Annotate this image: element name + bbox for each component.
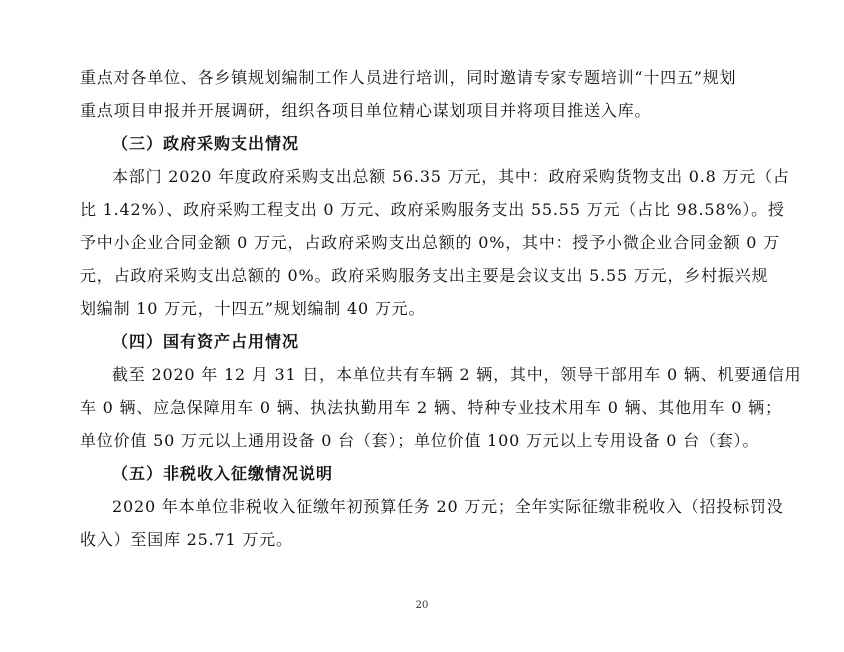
procurement-line-4: 元，占政府采购支出总额的 0%。政府采购服务支出主要是会议支出 5.55 万元，乡村振兴规	[80, 266, 769, 285]
procurement-line-3: 予中小企业合同金额 0 万元，占政府采购支出总额的 0%，其中：授予小微企业合同金额 0 万	[80, 233, 780, 252]
nontax-line-2: 收入）至国库 25.71 万元。	[80, 530, 293, 549]
assets-line-3: 单位价值 50 万元以上通用设备 0 台（套）；单位价值 100 万元以上专用设备 0 台（套）。	[80, 431, 760, 450]
assets-line-2: 车 0 辆、应急保障用车 0 辆、执法执勤用车 2 辆、特种专业技术用车 0 辆、其他用车 0 辆；	[80, 398, 782, 417]
procurement-line-2: 比 1.42%）、政府采购工程支出 0 万元、政府采购服务支出 55.55 万元（占比 98.58%）。授	[80, 200, 785, 219]
nontax-line-1: 2020 年本单位非税收入征缴年初预算任务 20 万元；全年实际征缴非税收入（招投标罚没	[112, 497, 784, 516]
assets-line-1: 截至 2020 年 12 月 31 日，本单位共有车辆 2 辆，其中，领导干部用车 0 辆、机要通信用	[112, 365, 802, 384]
intro-line-2: 重点项目申报并开展调研，组织各项目单位精心谋划项目并将项目推送入库。	[80, 101, 652, 120]
procurement-line-1: 本部门 2020 年度政府采购支出总额 56.35 万元，其中：政府采购货物支出 0.8 万元（占	[112, 167, 790, 186]
section-heading-procurement: （三）政府采购支出情况	[112, 134, 300, 153]
intro-line-1: 重点对各单位、各乡镇规划编制工作人员进行培训，同时邀请专家专题培训“十四五”规划	[80, 68, 737, 87]
page-number: 20	[415, 600, 429, 611]
procurement-line-5: 划编制 10 万元，十四五”规划编制 40 万元。	[80, 299, 426, 318]
section-heading-assets: （四）国有资产占用情况	[112, 332, 300, 351]
section-heading-nontax: （五）非税收入征缴情况说明	[112, 464, 334, 483]
